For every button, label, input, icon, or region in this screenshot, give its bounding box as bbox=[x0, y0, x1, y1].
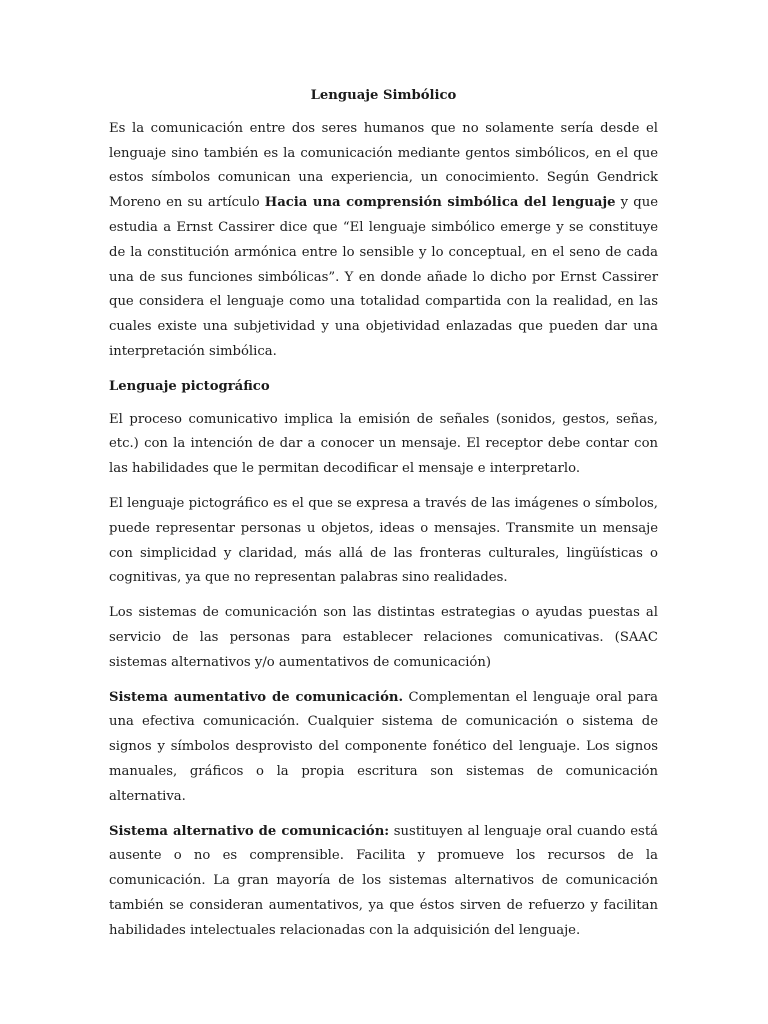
term-alternativo: Sistema alternativo de comunicación: bbox=[109, 823, 390, 839]
intro-text-start: Es la comunicación entre dos seres humanos que no solamente sería desde el lenguaje sino también es la comunicación mediante gentos simbólicos, en el que estos símbolos comunican una experiencia, un conocimiento. Según Gendrick Moreno en su artículo bbox=[109, 120, 658, 211]
paragraph-sistema-alternativo bbox=[109, 820, 658, 944]
document-body bbox=[109, 84, 658, 954]
definition-alternativo: sustituyen al lenguaje oral cuando está ausente o no es comprensible. Facilita y promueve los recursos de la comunicación. La gran mayoría de los sistemas alternativos de comunicación también se consideran aumentativos, ya que éstos sirven de refuerzo y facilitan habilidades intelectuales relacionadas con la adquisición del lenguaje. bbox=[109, 823, 658, 938]
paragraph-sistema-aumentativo bbox=[109, 686, 658, 810]
article-title: Hacia una comprensión simbólica del lenguaje bbox=[264, 195, 616, 211]
intro-text-end: y que estudia a Ernst Cassirer dice que “El lenguaje simbólico emerge y se constituye de la constitución armónica entre lo sensible y lo conceptual, en el seno de cada una de sus funciones simbólicas”. Y en donde añade lo dicho por Ernst Cassirer que considera el lenguaje como una totalidad compartida con la realidad, en las cuales existe una subjetividad y una objetividad enlazadas que pueden dar una interpretación simbólica. bbox=[109, 195, 658, 359]
paragraph-lenguaje-pictografico: El lenguaje pictográfico es el que se expresa a través de las imágenes o símbolos, puede representar personas u objetos, ideas o mensajes. Transmite un mensaje con simplicidad y claridad, más allá de las fronteras culturales, lingüísticas o cognitivas, ya que no representan palabras sino realidades. bbox=[109, 495, 658, 586]
term-aumentativo: Sistema aumentativo de comunicación. bbox=[109, 689, 404, 705]
paragraph-sistemas-comunicacion: Los sistemas de comunicación son las distintas estrategias o ayudas puestas al servicio de las personas para establecer relaciones comunicativas. (SAAC sistemas alternativos y/o aumentativos de comunicación) bbox=[109, 605, 658, 670]
intro-paragraph bbox=[109, 117, 658, 365]
document-title: Lenguaje Simbólico bbox=[310, 88, 457, 103]
definition-aumentativo: Complementan el lenguaje oral para una efectiva comunicación. Cualquier sistema de comunicación o sistema de signos y símbolos desprovisto del componente fonético del lenguaje. Los signos manuales, gráficos o la propia escritura son sistemas de comunicación alternativa. bbox=[109, 689, 658, 804]
paragraph-proceso-comunicativo: El proceso comunicativo implica la emisión de señales (sonidos, gestos, señas, etc.) con la intención de dar a conocer un mensaje. El receptor debe contar con las habilidades que le permitan decodificar el mensaje e interpretarlo. bbox=[109, 411, 658, 477]
section-heading: Lenguaje pictográfico bbox=[109, 378, 270, 394]
